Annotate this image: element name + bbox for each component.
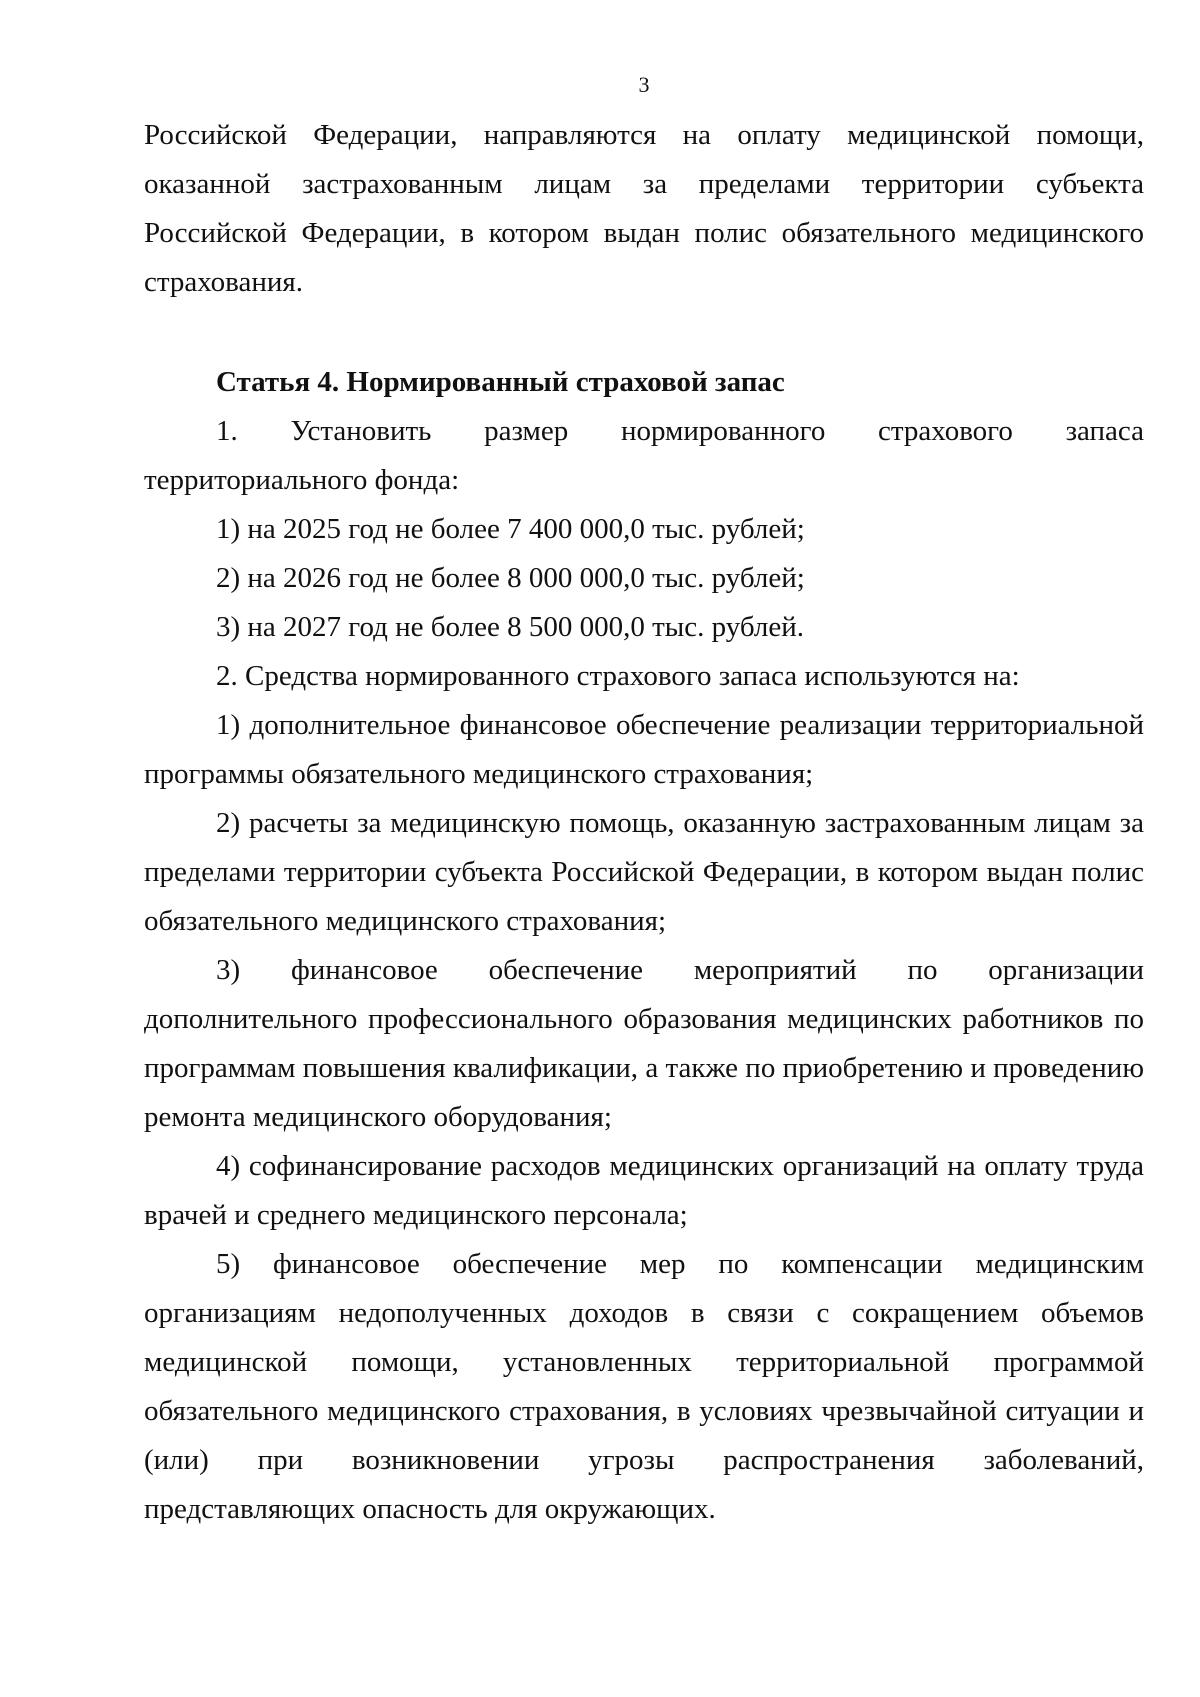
list-item-2025: 1) на 2025 год не более 7 400 000,0 тыс. рублей;	[216, 513, 805, 545]
document-body	[144, 111, 1144, 1534]
list-item-use-1: 1) дополнительное финансовое обеспечение реализации территориальной программы обязательного медицинского страхования;	[144, 709, 1144, 790]
list-item-2027: 3) на 2027 год не более 8 500 000,0 тыс. рублей.	[216, 611, 805, 643]
intro-paragraph: Российской Федерации, направляются на оплату медицинской помощи, оказанной застрахованным лицам за пределами территории субъекта Российской Федерации, в котором выдан полис обязательного медицинского страхования.	[144, 119, 1144, 298]
list-item-2026: 2) на 2026 год не более 8 000 000,0 тыс. рублей;	[216, 562, 805, 594]
list-item-use-3: 3) финансовое обеспечение мероприятий по организации дополнительного профессионального образования медицинских работников по программам повышения квалификации, а также по приобретению и проведению ремонта медицинского оборудования;	[144, 954, 1144, 1133]
page-number: 3	[638, 72, 650, 97]
paragraph-2: 2. Средства нормированного страхового запаса используются на:	[216, 660, 1020, 692]
paragraph-1: 1. Установить размер нормированного страхового запаса территориального фонда:	[144, 415, 1144, 496]
list-item-use-4: 4) софинансирование расходов медицинских организаций на оплату труда врачей и среднего медицинского персонала;	[144, 1150, 1144, 1231]
list-item-use-2: 2) расчеты за медицинскую помощь, оказанную застрахованным лицам за пределами территории субъекта Российской Федерации, в котором выдан полис обязательного медицинского страхования;	[144, 807, 1144, 937]
list-item-use-5: 5) финансовое обеспечение мер по компенсации медицинским организациям недополученных доходов в связи с сокращением объемов медицинской помощи, установленных территориальной программой обязательного медицинского страхования, в условиях чрезвычайной ситуации и (или) при возникновении угрозы распространения заболеваний, представляющих опасность для окружающих.	[144, 1248, 1144, 1525]
article-heading: Статья 4. Нормированный страховой запас	[216, 366, 785, 398]
